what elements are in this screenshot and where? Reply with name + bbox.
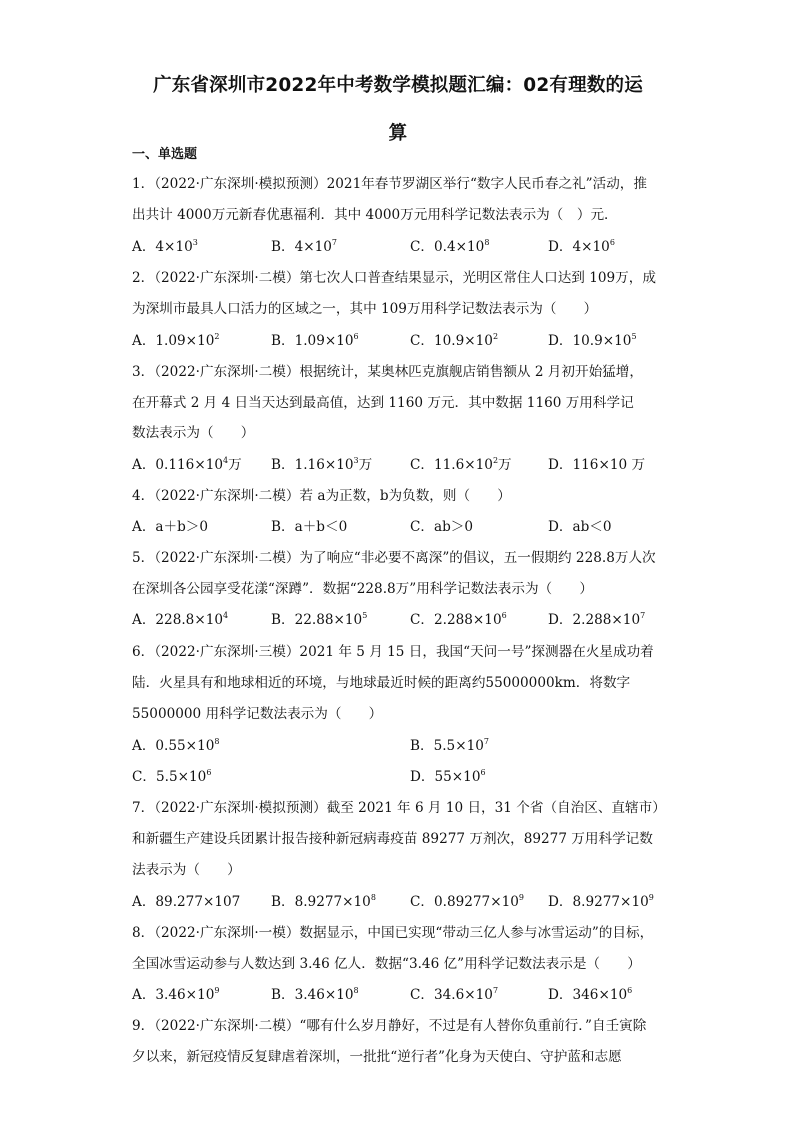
title-line-2: 算	[388, 123, 408, 144]
q7-line-1: 7．（2022·广东深圳·模拟预测）截至 2021 年 6 月 10 日，31 个省（自治区、直辖市）	[132, 800, 666, 816]
q5-option-c: C．$2.288\times 10^6$	[410, 611, 507, 628]
q8-line-2: 全国冰雪运动参与人数达到 3.46 亿人．数据“3.46 亿”用科学记数法表示是（ ）	[132, 956, 641, 972]
title-line-1: 广东省深圳市2022年中考数学模拟题汇编：02有理数的运	[153, 75, 643, 96]
q3-option-d: D．116×10 万	[548, 457, 646, 473]
q6-line-3: 55000000 用科学记数法表示为（ ）	[132, 706, 383, 722]
q2-option-b: B．$1.09\times 10^6$	[271, 332, 359, 349]
q1-option-b: B．$4\times 10^7$	[271, 238, 338, 255]
q7-line-2: 和新疆生产建设兵团累计报告接种新冠病毒疫苗 89277 万剂次，89277 万用科学记数	[132, 831, 653, 847]
q5-option-d: D．$2.288\times 10^7$	[548, 611, 646, 628]
q3-line-3: 数法表示为（ ）	[132, 425, 255, 441]
q7-option-b: B．$8.9277\times 10^8$	[271, 893, 376, 910]
q4-line-1: 4．（2022·广东深圳·二模）若 a为正数，b为负数，则（ ）	[132, 488, 511, 504]
q3-option-b: B．$1.16\times 10^3$万	[271, 456, 373, 473]
q6-line-1: 6．（2022·广东深圳·三模）2021 年 5 月 15 日，我国“天问一号”探测器在火星成功着	[132, 644, 654, 660]
q6-option-d: D．$55\times 10^6$	[410, 768, 486, 785]
section-heading: 一、单选题	[132, 147, 198, 162]
q9-line-2: 夕以来，新冠疫情反复肆虐着深圳，一批批“逆行者”化身为天使白、守护蓝和志愿	[132, 1049, 622, 1065]
q2-option-a: A．$1.09\times 10^2$	[132, 332, 220, 349]
q4-option-b: B．a＋b＜0	[271, 519, 348, 535]
q7-line-3: 法表示为（ ）	[132, 862, 241, 878]
q2-option-d: D．$10.9\times 10^5$	[548, 332, 637, 349]
q4-option-c: C．ab＞0	[410, 519, 474, 535]
q2-line-1: 2．（2022·广东深圳·二模）第七次人口普查结果显示，光明区常住人口达到 109万，成	[132, 270, 656, 286]
q1-option-d: D．$4\times 10^6$	[548, 238, 615, 255]
q6-option-b: B．$5.5\times 10^7$	[410, 737, 489, 754]
q1-line-2: 出共计 4000万元新春优惠福利．其中 4000万元用科学记数法表示为（ ）元．	[132, 207, 618, 223]
q8-option-a: A．$3.46\times 10^9$	[132, 986, 220, 1003]
q7-option-c: C．$0.89277\times 10^9$	[410, 893, 524, 910]
q8-line-1: 8．（2022·广东深圳·一模）数据显示，中国已实现“带动三亿人参与冰雪运动”的目标，	[132, 925, 654, 941]
q3-option-c: C．$11.6\times 10^2$万	[410, 456, 512, 473]
q5-line-2: 在深圳各公园享受花漾“深蹲”．数据“228.8万”用科学记数法表示为（ ）	[132, 581, 593, 597]
q6-option-c: C．$5.5\times 10^6$	[132, 768, 212, 785]
q3-line-2: 在开幕式 2 月 4 日当天达到最高值，达到 1160 万元．其中数据 1160 万用科学记	[132, 395, 634, 411]
q7-option-d: D．$8.9277\times 10^9$	[548, 893, 654, 910]
q3-option-a: A．$0.116\times 10^4$万	[132, 456, 242, 473]
q8-option-d: D．$346\times 10^6$	[548, 986, 633, 1003]
q2-line-2: 为深圳市最具人口活力的区域之一，其中 109万用科学记数法表示为（ ）	[132, 301, 598, 317]
q9-line-1: 9．（2022·广东深圳·二模）“哪有什么岁月静好，不过是有人替你负重前行．”自壬寅除	[132, 1018, 647, 1034]
q5-line-1: 5．（2022·广东深圳·二模）为了响应“非必要不离深”的倡议，五一假期约 228.8万人次	[132, 550, 656, 566]
q1-option-a: A．$4\times 10^3$	[132, 238, 198, 255]
q2-option-c: C．$10.9\times 10^2$	[410, 332, 499, 349]
q7-option-a: A．89.277×107	[132, 894, 241, 910]
q6-option-a: A．$0.55\times 10^8$	[132, 737, 220, 754]
q4-option-a: A．a＋b＞0	[132, 519, 209, 535]
q3-line-1: 3．（2022·广东深圳·二模）根据统计，某奥林匹克旗舰店销售额从 2 月初开始猛增，	[132, 364, 643, 380]
q8-option-b: B．$3.46\times 10^8$	[271, 986, 359, 1003]
q4-option-d: D．ab＜0	[548, 519, 612, 535]
q6-line-2: 陆．火星具有和地球相近的环境，与地球最近时候的距离约55000000km．将数字	[132, 675, 631, 691]
q5-option-b: B．$22.88\times 10^5$	[271, 611, 368, 628]
q8-option-c: C．$34.6\times 10^7$	[410, 986, 499, 1003]
q1-option-c: C．$0.4\times 10^8$	[410, 238, 490, 255]
q5-option-a: A．$228.8\times 10^4$	[132, 611, 229, 628]
document-title	[120, 62, 676, 158]
q1-line-1: 1．（2022·广东深圳·模拟预测）2021年春节罗湖区举行“数字人民币春之礼”活动，推	[132, 176, 647, 192]
